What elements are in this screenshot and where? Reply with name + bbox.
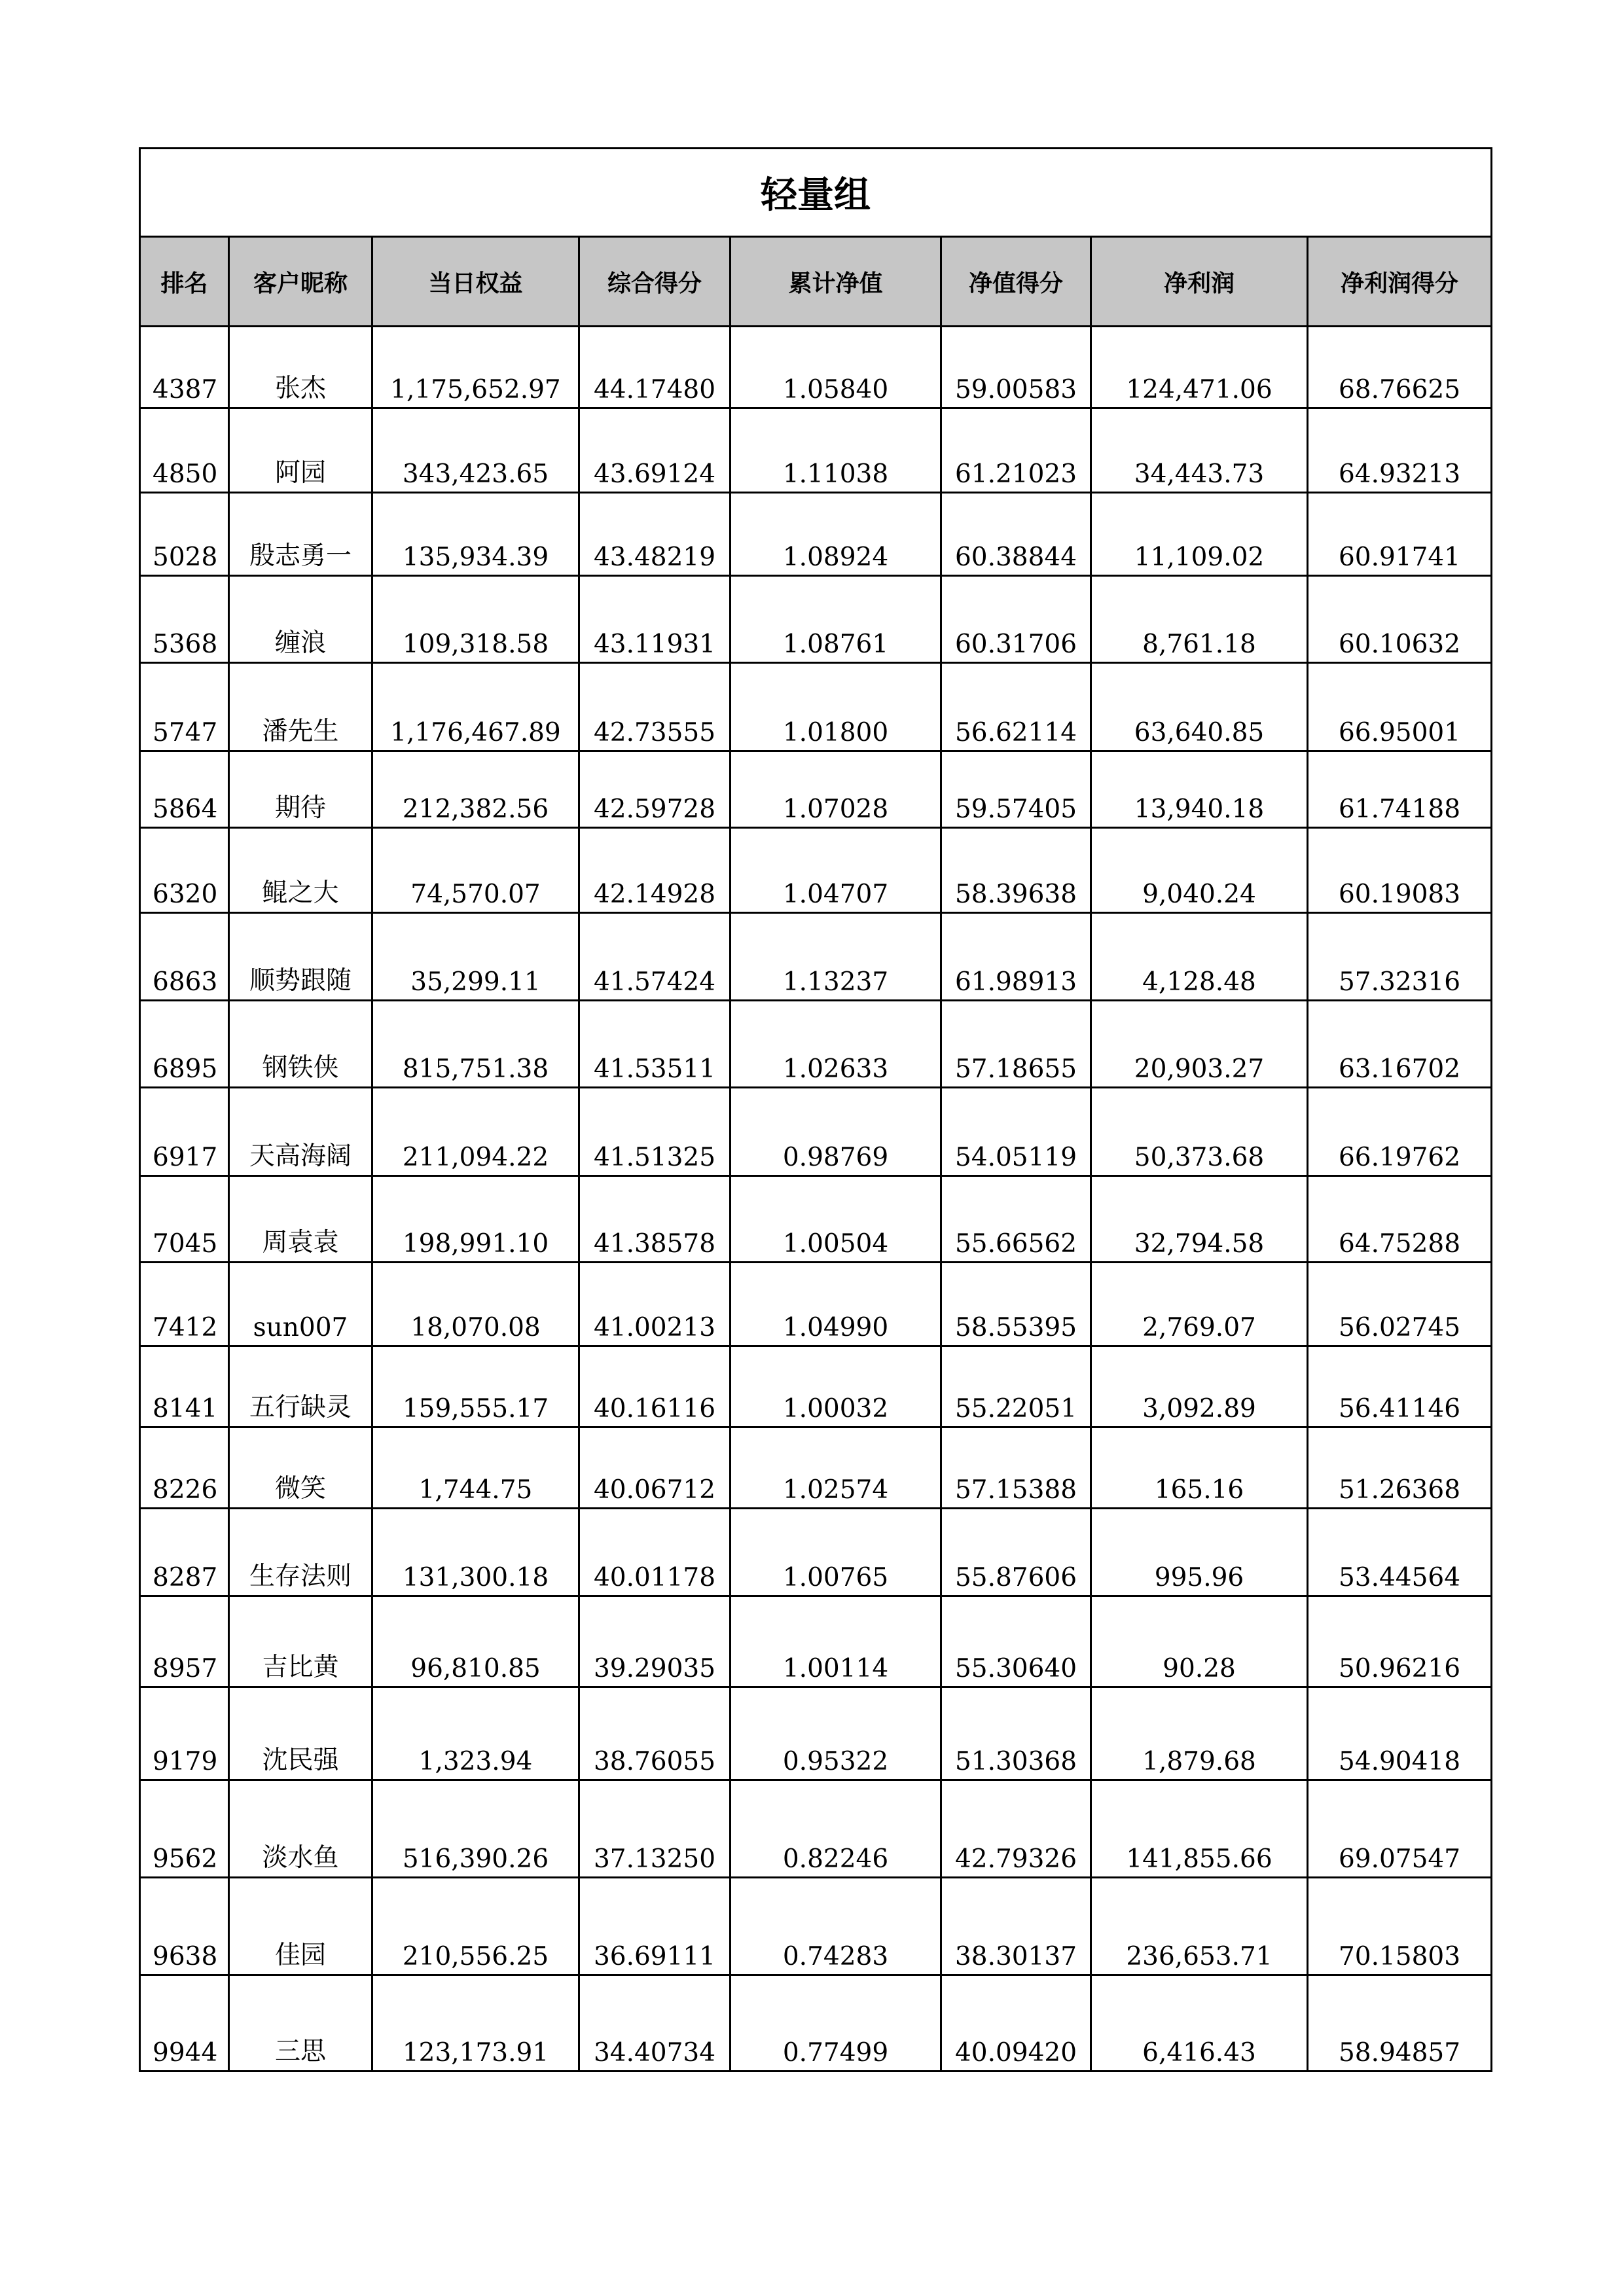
cell-profit: 32,794.58 [1091,1176,1308,1263]
cell-nav-score: 40.09420 [941,1975,1091,2072]
cell-nav-score: 55.66562 [941,1176,1091,1263]
cell-rank: 9562 [140,1780,229,1878]
cell-nav-score: 55.22051 [941,1346,1091,1427]
cell-nav: 1.02633 [731,1001,941,1088]
table-row [140,1780,1492,1878]
cell-equity: 109,318.58 [372,576,579,663]
cell-profit-score: 54.90418 [1308,1687,1492,1780]
cell-rank: 4850 [140,408,229,493]
cell-profit-score: 69.07547 [1308,1780,1492,1878]
cell-nav: 1.13237 [731,913,941,1001]
cell-nickname: 鲲之大 [229,828,372,913]
cell-nickname: 钢铁侠 [229,1001,372,1088]
table-title: 轻量组 [140,149,1492,237]
cell-nickname: 天高海阔 [229,1088,372,1176]
header-profit: 净利润 [1091,237,1308,327]
cell-profit-score: 64.75288 [1308,1176,1492,1263]
cell-profit: 141,855.66 [1091,1780,1308,1878]
cell-nickname: 周袁袁 [229,1176,372,1263]
cell-profit: 13,940.18 [1091,751,1308,828]
table-row [140,1975,1492,2072]
cell-profit-score: 64.93213 [1308,408,1492,493]
cell-profit: 11,109.02 [1091,493,1308,576]
cell-nickname: 淡水鱼 [229,1780,372,1878]
cell-profit: 124,471.06 [1091,327,1308,408]
cell-nav: 1.04707 [731,828,941,913]
cell-equity: 135,934.39 [372,493,579,576]
cell-nav: 1.02574 [731,1427,941,1509]
cell-score: 44.17480 [579,327,731,408]
cell-equity: 211,094.22 [372,1088,579,1176]
cell-nav: 1.01800 [731,663,941,751]
table-row [140,576,1492,663]
cell-nav-score: 55.30640 [941,1596,1091,1687]
cell-nav: 1.00114 [731,1596,941,1687]
cell-equity: 131,300.18 [372,1509,579,1596]
cell-equity: 1,744.75 [372,1427,579,1509]
cell-profit-score: 50.96216 [1308,1596,1492,1687]
cell-nav: 1.00504 [731,1176,941,1263]
cell-score: 43.48219 [579,493,731,576]
table-row [140,751,1492,828]
cell-nickname: 佳园 [229,1878,372,1975]
cell-rank: 5864 [140,751,229,828]
cell-profit: 20,903.27 [1091,1001,1308,1088]
cell-profit-score: 61.74188 [1308,751,1492,828]
cell-nickname: 顺势跟随 [229,913,372,1001]
cell-nickname: 期待 [229,751,372,828]
cell-score: 42.14928 [579,828,731,913]
cell-nickname: 三思 [229,1975,372,2072]
table-row [140,663,1492,751]
cell-rank: 6863 [140,913,229,1001]
cell-profit: 8,761.18 [1091,576,1308,663]
cell-nav-score: 57.18655 [941,1001,1091,1088]
cell-equity: 35,299.11 [372,913,579,1001]
cell-equity: 1,323.94 [372,1687,579,1780]
cell-equity: 159,555.17 [372,1346,579,1427]
cell-score: 42.73555 [579,663,731,751]
cell-nav: 1.00032 [731,1346,941,1427]
cell-rank: 5368 [140,576,229,663]
cell-score: 41.51325 [579,1088,731,1176]
cell-nav-score: 42.79326 [941,1780,1091,1878]
cell-profit: 4,128.48 [1091,913,1308,1001]
cell-nickname: 微笑 [229,1427,372,1509]
cell-score: 43.69124 [579,408,731,493]
cell-score: 40.01178 [579,1509,731,1596]
cell-nav: 1.05840 [731,327,941,408]
cell-nav-score: 55.87606 [941,1509,1091,1596]
cell-nav: 0.74283 [731,1878,941,1975]
cell-profit-score: 68.76625 [1308,327,1492,408]
cell-equity: 96,810.85 [372,1596,579,1687]
cell-nav: 0.98769 [731,1088,941,1176]
header-score: 综合得分 [579,237,731,327]
cell-profit-score: 56.41146 [1308,1346,1492,1427]
cell-profit: 50,373.68 [1091,1088,1308,1176]
cell-rank: 6320 [140,828,229,913]
cell-nav-score: 60.38844 [941,493,1091,576]
cell-rank: 7045 [140,1176,229,1263]
cell-score: 42.59728 [579,751,731,828]
cell-nickname: 五行缺灵 [229,1346,372,1427]
cell-score: 41.00213 [579,1263,731,1346]
cell-nickname: sun007 [229,1263,372,1346]
table-row [140,1001,1492,1088]
cell-profit-score: 53.44564 [1308,1509,1492,1596]
cell-rank: 8957 [140,1596,229,1687]
cell-profit: 6,416.43 [1091,1975,1308,2072]
cell-score: 41.38578 [579,1176,731,1263]
cell-profit: 1,879.68 [1091,1687,1308,1780]
title-row [140,149,1492,237]
header-rank: 排名 [140,237,229,327]
cell-equity: 212,382.56 [372,751,579,828]
cell-rank: 6917 [140,1088,229,1176]
cell-profit: 165.16 [1091,1427,1308,1509]
cell-nickname: 生存法则 [229,1509,372,1596]
cell-profit-score: 60.91741 [1308,493,1492,576]
cell-nav-score: 60.31706 [941,576,1091,663]
cell-equity: 198,991.10 [372,1176,579,1263]
cell-score: 36.69111 [579,1878,731,1975]
cell-profit-score: 56.02745 [1308,1263,1492,1346]
cell-nav-score: 58.55395 [941,1263,1091,1346]
cell-nickname: 缠浪 [229,576,372,663]
table-row [140,1687,1492,1780]
cell-rank: 9638 [140,1878,229,1975]
cell-nav: 1.07028 [731,751,941,828]
cell-profit: 3,092.89 [1091,1346,1308,1427]
table-row [140,408,1492,493]
cell-nickname: 阿园 [229,408,372,493]
cell-rank: 8141 [140,1346,229,1427]
cell-rank: 5028 [140,493,229,576]
cell-equity: 815,751.38 [372,1001,579,1088]
cell-nav-score: 61.98913 [941,913,1091,1001]
cell-nav-score: 57.15388 [941,1427,1091,1509]
cell-score: 34.40734 [579,1975,731,2072]
table-row [140,828,1492,913]
cell-profit: 9,040.24 [1091,828,1308,913]
cell-nav: 1.00765 [731,1509,941,1596]
cell-nickname: 潘先生 [229,663,372,751]
cell-equity: 210,556.25 [372,1878,579,1975]
table-row [140,493,1492,576]
cell-rank: 7412 [140,1263,229,1346]
cell-nav: 1.08924 [731,493,941,576]
cell-nav: 0.82246 [731,1780,941,1878]
cell-score: 39.29035 [579,1596,731,1687]
cell-score: 40.06712 [579,1427,731,1509]
cell-rank: 8226 [140,1427,229,1509]
cell-equity: 343,423.65 [372,408,579,493]
cell-rank: 9944 [140,1975,229,2072]
cell-nav-score: 51.30368 [941,1687,1091,1780]
cell-profit: 995.96 [1091,1509,1308,1596]
cell-profit-score: 58.94857 [1308,1975,1492,2072]
cell-nav: 0.77499 [731,1975,941,2072]
cell-profit-score: 60.10632 [1308,576,1492,663]
table-row [140,1878,1492,1975]
cell-rank: 5747 [140,663,229,751]
cell-score: 40.16116 [579,1346,731,1427]
cell-score: 43.11931 [579,576,731,663]
cell-score: 38.76055 [579,1687,731,1780]
cell-nav-score: 61.21023 [941,408,1091,493]
cell-equity: 1,175,652.97 [372,327,579,408]
cell-nav: 1.04990 [731,1263,941,1346]
cell-rank: 6895 [140,1001,229,1088]
table-row [140,913,1492,1001]
cell-profit: 34,443.73 [1091,408,1308,493]
cell-nickname: 吉比黄 [229,1596,372,1687]
cell-nav-score: 54.05119 [941,1088,1091,1176]
table-row [140,1596,1492,1687]
cell-equity: 18,070.08 [372,1263,579,1346]
cell-profit-score: 60.19083 [1308,828,1492,913]
cell-score: 37.13250 [579,1780,731,1878]
cell-score: 41.57424 [579,913,731,1001]
cell-nickname: 张杰 [229,327,372,408]
cell-nickname: 沈民强 [229,1687,372,1780]
header-equity: 当日权益 [372,237,579,327]
ranking-table [139,147,1492,2072]
cell-nav-score: 58.39638 [941,828,1091,913]
table-row [140,1088,1492,1176]
header-profit-score: 净利润得分 [1308,237,1492,327]
cell-nav: 1.11038 [731,408,941,493]
cell-equity: 516,390.26 [372,1780,579,1878]
cell-rank: 9179 [140,1687,229,1780]
cell-rank: 8287 [140,1509,229,1596]
cell-profit-score: 63.16702 [1308,1001,1492,1088]
cell-rank: 4387 [140,327,229,408]
table-row [140,1176,1492,1263]
table-row [140,1346,1492,1427]
table-row [140,327,1492,408]
cell-nav-score: 59.00583 [941,327,1091,408]
cell-nickname: 殷志勇一 [229,493,372,576]
header-nav: 累计净值 [731,237,941,327]
cell-profit-score: 57.32316 [1308,913,1492,1001]
cell-nav: 0.95322 [731,1687,941,1780]
header-nav-score: 净值得分 [941,237,1091,327]
cell-equity: 1,176,467.89 [372,663,579,751]
cell-equity: 123,173.91 [372,1975,579,2072]
cell-profit-score: 51.26368 [1308,1427,1492,1509]
cell-equity: 74,570.07 [372,828,579,913]
table-row [140,1509,1492,1596]
table-row [140,1427,1492,1509]
cell-profit: 90.28 [1091,1596,1308,1687]
table-row [140,1263,1492,1346]
cell-nav: 1.08761 [731,576,941,663]
cell-score: 41.53511 [579,1001,731,1088]
cell-nav-score: 59.57405 [941,751,1091,828]
cell-nav-score: 56.62114 [941,663,1091,751]
cell-profit-score: 70.15803 [1308,1878,1492,1975]
header-nickname: 客户昵称 [229,237,372,327]
cell-profit: 2,769.07 [1091,1263,1308,1346]
header-row [140,237,1492,327]
cell-profit-score: 66.19762 [1308,1088,1492,1176]
cell-profit: 63,640.85 [1091,663,1308,751]
cell-nav-score: 38.30137 [941,1878,1091,1975]
cell-profit: 236,653.71 [1091,1878,1308,1975]
cell-profit-score: 66.95001 [1308,663,1492,751]
